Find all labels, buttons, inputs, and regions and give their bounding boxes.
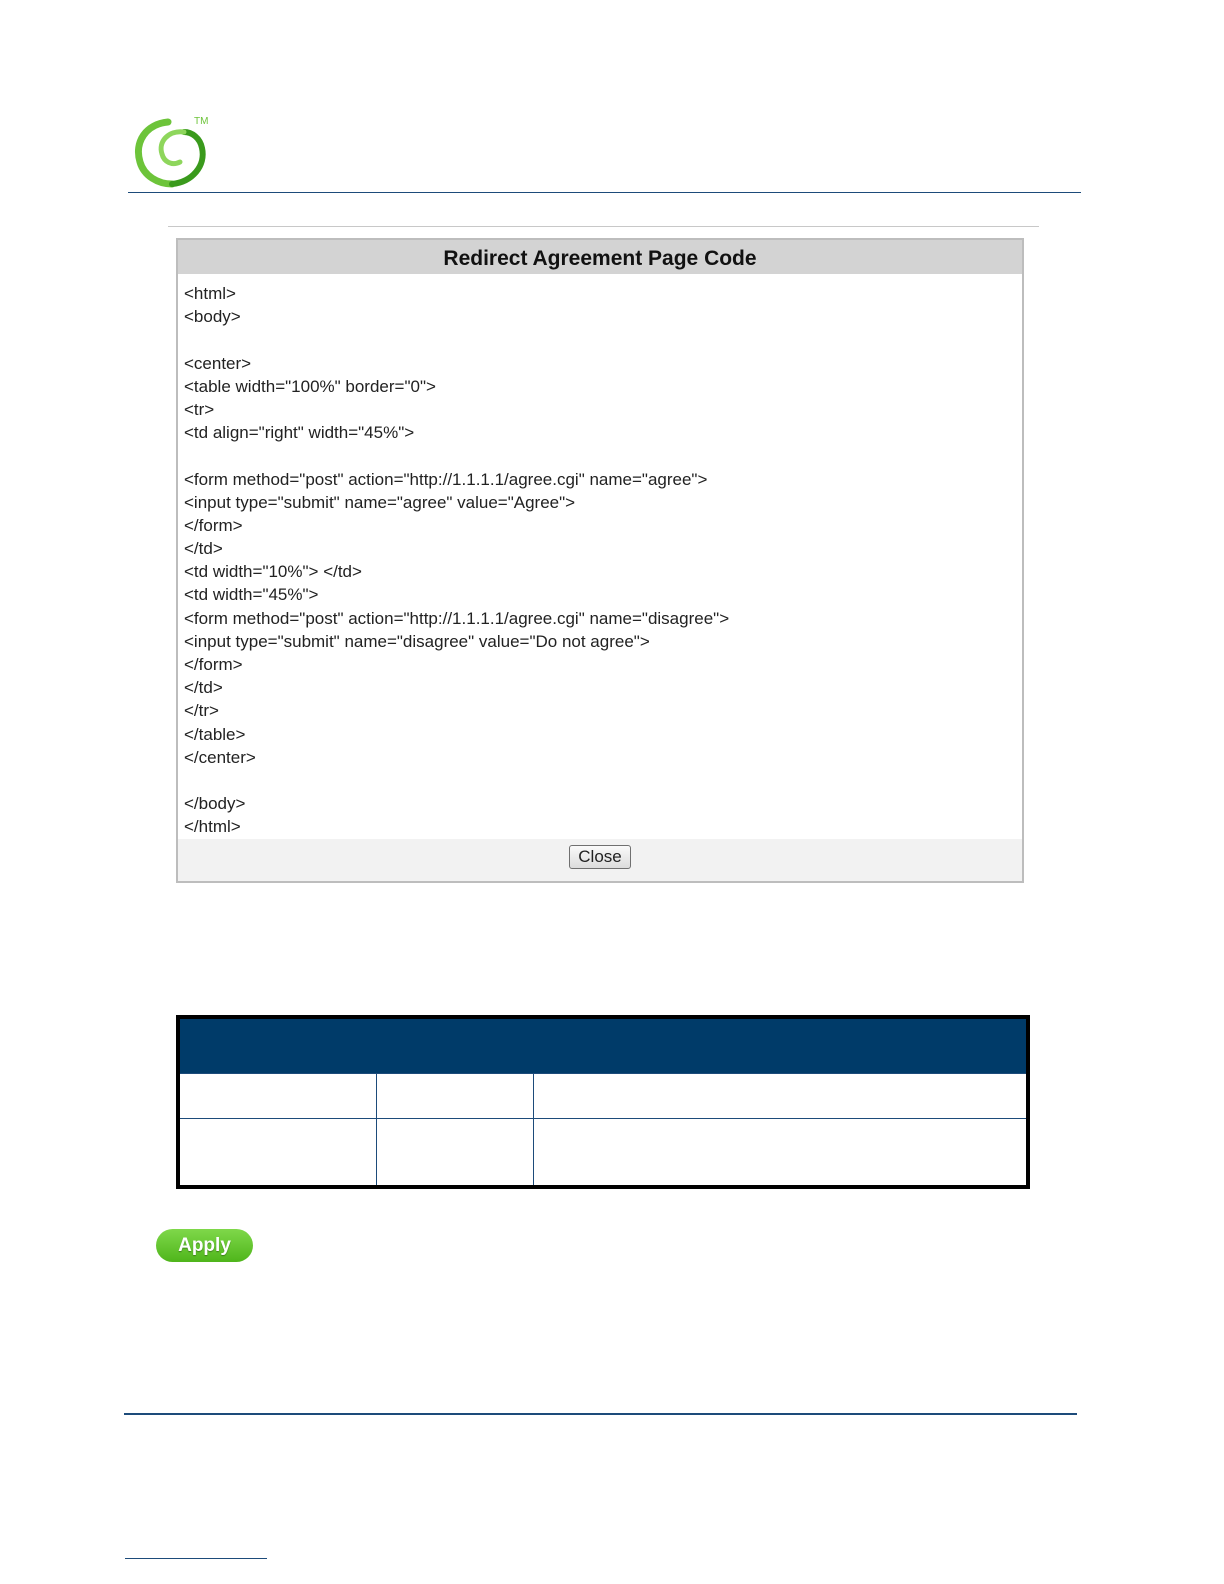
code-line: </table> — [184, 724, 246, 744]
table-cell — [377, 1119, 534, 1188]
table-row — [178, 1119, 1028, 1188]
code-panel-dialog — [176, 238, 1024, 883]
code-listing — [178, 274, 1022, 838]
code-line: </td> — [184, 678, 223, 698]
footnote-rule — [125, 1558, 267, 1559]
table-cell — [178, 1074, 377, 1119]
header-rule — [128, 192, 1081, 193]
code-panel-footer — [178, 839, 1022, 881]
table-header-band — [178, 1017, 1028, 1074]
code-line: <tr> — [184, 399, 215, 419]
code-line: </tr> — [184, 701, 219, 721]
table-cell — [178, 1119, 377, 1188]
apply-button[interactable]: Apply — [156, 1229, 253, 1262]
code-line: <html> — [184, 284, 236, 303]
code-line: <td width="45%"> — [184, 585, 319, 605]
table-cell — [534, 1074, 1029, 1119]
swirl-logo-icon — [128, 112, 218, 192]
code-line: <body> — [184, 307, 241, 327]
table-row — [178, 1074, 1028, 1119]
code-line: </td> — [184, 539, 223, 559]
code-line: </center> — [184, 747, 256, 767]
code-line — [184, 769, 1016, 792]
code-line: <table width="100%" border="0"> — [184, 376, 436, 396]
code-line: <form method="post" action="http://1.1.1.1/agree.cgi" name="disagree"> — [184, 608, 730, 628]
code-line: </form> — [184, 515, 243, 535]
divider-rule — [168, 226, 1039, 227]
code-line: <input type="submit" name="agree" value="Agree"> — [184, 492, 576, 512]
code-line: <input type="submit" name="disagree" value="Do not agree"> — [184, 631, 650, 651]
table-cell — [377, 1074, 534, 1119]
code-line — [184, 444, 1016, 467]
close-button[interactable]: Close — [569, 845, 630, 869]
code-line: </html> — [184, 817, 241, 837]
code-panel-title: Redirect Agreement Page Code — [178, 240, 1022, 274]
parameter-table — [176, 1015, 1030, 1189]
code-line: <form method="post" action="http://1.1.1.1/agree.cgi" name="agree"> — [184, 469, 708, 489]
code-line: <td width="10%"> </td> — [184, 562, 362, 582]
code-line: <td align="right" width="45%"> — [184, 423, 415, 443]
footer-rule — [124, 1413, 1077, 1415]
code-line — [184, 328, 1016, 351]
code-line: </form> — [184, 655, 243, 674]
code-line: <center> — [184, 353, 252, 373]
trademark-mark: TM — [194, 116, 209, 127]
code-line: </body> — [184, 794, 246, 814]
table-cell — [534, 1119, 1029, 1188]
